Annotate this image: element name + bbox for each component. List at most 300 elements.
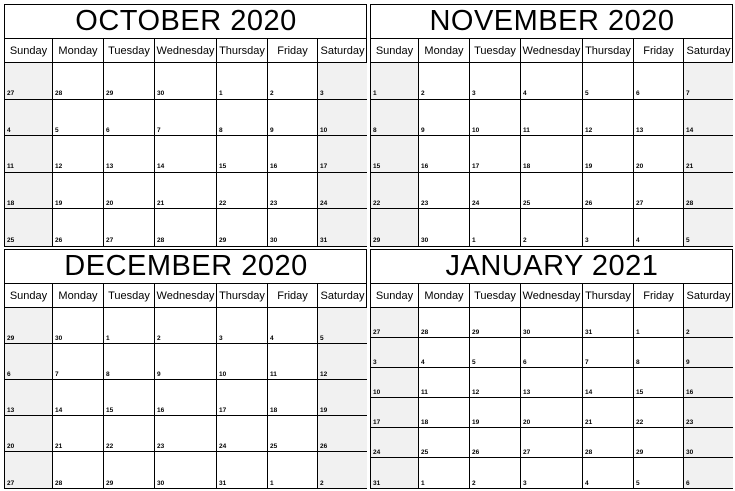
day-cell[interactable] <box>53 416 104 452</box>
day-number: 20 <box>7 442 15 450</box>
day-number: 23 <box>157 442 165 450</box>
day-number: 16 <box>686 388 694 396</box>
day-number: 1 <box>636 328 640 336</box>
day-number: 17 <box>373 418 381 426</box>
day-cell[interactable] <box>419 458 470 488</box>
day-cell[interactable] <box>155 380 217 416</box>
day-number: 19 <box>585 163 593 171</box>
day-number: 27 <box>106 237 114 245</box>
day-number: 13 <box>106 163 114 171</box>
day-cell[interactable] <box>371 338 419 368</box>
day-cell[interactable] <box>155 416 217 452</box>
weekday-header-monday: Monday <box>419 39 470 63</box>
day-cell[interactable] <box>521 63 583 100</box>
calendar-title: JANUARY 2021 <box>371 250 733 284</box>
day-number: 8 <box>373 126 377 134</box>
day-cell[interactable] <box>583 173 634 210</box>
day-cell[interactable] <box>104 308 155 344</box>
day-number: 1 <box>472 237 476 245</box>
day-number: 28 <box>686 199 694 207</box>
day-cell[interactable] <box>470 398 521 428</box>
day-cell[interactable] <box>104 452 155 488</box>
day-cell[interactable] <box>470 368 521 398</box>
day-cell[interactable] <box>684 398 733 428</box>
day-number: 15 <box>373 163 381 171</box>
day-cell[interactable] <box>684 136 733 173</box>
day-cell[interactable] <box>634 398 684 428</box>
day-cell[interactable] <box>268 308 318 344</box>
day-number: 30 <box>523 328 531 336</box>
day-number: 3 <box>373 358 377 366</box>
weekday-header-tuesday: Tuesday <box>104 284 155 308</box>
weekday-header-friday: Friday <box>268 39 318 63</box>
weekday-header-saturday: Saturday <box>684 284 733 308</box>
day-cell[interactable] <box>583 338 634 368</box>
december-2020-calendar <box>4 249 367 489</box>
january-2021-calendar <box>370 249 733 489</box>
day-number: 5 <box>686 237 690 245</box>
day-cell[interactable] <box>419 368 470 398</box>
weekday-header-wednesday: Wednesday <box>155 39 217 63</box>
day-cell[interactable] <box>634 100 684 137</box>
day-cell[interactable] <box>5 100 53 137</box>
day-cell[interactable] <box>371 63 419 100</box>
weekday-header-friday: Friday <box>268 284 318 308</box>
day-cell[interactable] <box>470 458 521 488</box>
day-cell[interactable] <box>470 209 521 246</box>
day-number: 11 <box>421 388 428 396</box>
day-cell[interactable] <box>371 398 419 428</box>
weekday-header-sunday: Sunday <box>371 39 419 63</box>
day-number: 4 <box>7 126 11 134</box>
day-cell[interactable] <box>268 63 318 100</box>
day-number: 14 <box>585 388 593 396</box>
day-number: 13 <box>523 388 531 396</box>
day-number: 6 <box>7 370 11 378</box>
weekday-header-saturday: Saturday <box>684 39 733 63</box>
day-cell[interactable] <box>53 209 104 246</box>
day-number: 16 <box>157 406 165 414</box>
day-cell[interactable] <box>521 100 583 137</box>
day-number: 29 <box>106 90 114 98</box>
day-number: 2 <box>523 237 527 245</box>
day-cell[interactable] <box>155 452 217 488</box>
day-cell[interactable] <box>318 63 367 100</box>
day-number: 1 <box>219 90 223 98</box>
day-number: 12 <box>585 126 593 134</box>
day-number: 9 <box>157 370 161 378</box>
day-cell[interactable] <box>217 63 268 100</box>
day-number: 22 <box>636 418 644 426</box>
day-cell[interactable] <box>318 452 367 488</box>
day-cell[interactable] <box>470 338 521 368</box>
day-number: 22 <box>219 199 227 207</box>
day-cell[interactable] <box>419 338 470 368</box>
day-number: 27 <box>7 479 15 487</box>
day-cell[interactable] <box>634 209 684 246</box>
day-cell[interactable] <box>318 173 367 210</box>
day-cell[interactable] <box>634 136 684 173</box>
day-cell[interactable] <box>634 368 684 398</box>
day-cell[interactable] <box>53 136 104 173</box>
day-cell[interactable] <box>371 136 419 173</box>
day-number: 1 <box>270 479 274 487</box>
day-cell[interactable] <box>155 63 217 100</box>
day-cell[interactable] <box>521 398 583 428</box>
day-number: 12 <box>472 388 480 396</box>
day-cell[interactable] <box>371 209 419 246</box>
day-cell[interactable] <box>521 136 583 173</box>
day-number: 3 <box>523 479 527 487</box>
weekday-header-sunday: Sunday <box>371 284 419 308</box>
day-number: 11 <box>523 126 530 134</box>
day-cell[interactable] <box>268 380 318 416</box>
day-cell[interactable] <box>470 63 521 100</box>
day-number: 10 <box>472 126 480 134</box>
day-cell[interactable] <box>371 100 419 137</box>
day-cell[interactable] <box>53 100 104 137</box>
day-cell[interactable] <box>5 63 53 100</box>
day-number: 29 <box>7 334 15 342</box>
day-number: 2 <box>157 334 161 342</box>
day-number: 23 <box>270 199 278 207</box>
day-cell[interactable] <box>104 209 155 246</box>
day-number: 31 <box>585 328 593 336</box>
day-cell[interactable] <box>104 100 155 137</box>
day-cell[interactable] <box>419 173 470 210</box>
day-number: 7 <box>157 126 161 134</box>
day-cell[interactable] <box>419 428 470 458</box>
day-number: 5 <box>472 358 476 366</box>
day-cell[interactable] <box>684 308 733 338</box>
day-number: 17 <box>320 163 328 171</box>
day-number: 21 <box>55 442 63 450</box>
day-number: 6 <box>686 479 690 487</box>
day-cell[interactable] <box>634 428 684 458</box>
day-number: 11 <box>270 370 277 378</box>
day-cell[interactable] <box>318 136 367 173</box>
day-cell[interactable] <box>684 338 733 368</box>
day-cell[interactable] <box>684 458 733 488</box>
day-cell[interactable] <box>104 416 155 452</box>
day-cell[interactable] <box>470 428 521 458</box>
weekday-header-thursday: Thursday <box>217 39 268 63</box>
day-cell[interactable] <box>53 344 104 380</box>
day-cell[interactable] <box>5 344 53 380</box>
day-cell[interactable] <box>419 308 470 338</box>
weekday-header-wednesday: Wednesday <box>521 39 583 63</box>
day-number: 30 <box>55 334 63 342</box>
day-cell[interactable] <box>521 209 583 246</box>
day-cell[interactable] <box>521 428 583 458</box>
day-cell[interactable] <box>217 380 268 416</box>
october-2020-calendar <box>4 4 367 247</box>
day-cell[interactable] <box>419 136 470 173</box>
day-cell[interactable] <box>470 100 521 137</box>
day-cell[interactable] <box>634 338 684 368</box>
day-cell[interactable] <box>419 63 470 100</box>
day-number: 10 <box>373 388 381 396</box>
day-number: 22 <box>106 442 114 450</box>
day-cell[interactable] <box>371 368 419 398</box>
day-cell[interactable] <box>684 368 733 398</box>
day-number: 4 <box>585 479 589 487</box>
day-number: 1 <box>373 90 377 98</box>
day-number: 27 <box>7 90 15 98</box>
day-cell[interactable] <box>155 136 217 173</box>
day-number: 17 <box>219 406 227 414</box>
day-cell[interactable] <box>217 100 268 137</box>
day-number: 25 <box>7 237 15 245</box>
day-number: 5 <box>55 126 59 134</box>
day-cell[interactable] <box>155 344 217 380</box>
day-cell[interactable] <box>5 209 53 246</box>
day-cell[interactable] <box>583 63 634 100</box>
day-cell[interactable] <box>521 308 583 338</box>
day-cell[interactable] <box>318 209 367 246</box>
day-number: 16 <box>421 163 429 171</box>
day-cell[interactable] <box>268 416 318 452</box>
weekday-header-friday: Friday <box>634 284 684 308</box>
day-number: 26 <box>472 448 480 456</box>
day-number: 31 <box>373 479 381 487</box>
day-cell[interactable] <box>5 136 53 173</box>
day-number: 15 <box>106 406 114 414</box>
day-number: 30 <box>421 237 429 245</box>
weekday-header-tuesday: Tuesday <box>104 39 155 63</box>
calendar-title: NOVEMBER 2020 <box>371 5 733 39</box>
day-number: 12 <box>55 163 63 171</box>
day-cell[interactable] <box>318 416 367 452</box>
day-number: 27 <box>523 448 531 456</box>
day-number: 26 <box>585 199 593 207</box>
day-number: 19 <box>55 199 63 207</box>
weekday-header-monday: Monday <box>53 284 104 308</box>
day-cell[interactable] <box>684 63 733 100</box>
weekday-header-tuesday: Tuesday <box>470 39 521 63</box>
day-number: 14 <box>686 126 694 134</box>
weekday-header-saturday: Saturday <box>318 284 367 308</box>
day-number: 19 <box>320 406 328 414</box>
day-cell[interactable] <box>217 452 268 488</box>
day-cell[interactable] <box>217 344 268 380</box>
day-number: 7 <box>585 358 589 366</box>
weekday-header-tuesday: Tuesday <box>470 284 521 308</box>
day-cell[interactable] <box>217 173 268 210</box>
day-cell[interactable] <box>583 136 634 173</box>
weekday-header-monday: Monday <box>53 39 104 63</box>
day-cell[interactable] <box>634 458 684 488</box>
day-number: 31 <box>320 237 328 245</box>
day-number: 21 <box>585 418 593 426</box>
day-cell[interactable] <box>419 100 470 137</box>
day-number: 23 <box>686 418 694 426</box>
day-cell[interactable] <box>155 209 217 246</box>
day-number: 17 <box>472 163 480 171</box>
day-number: 3 <box>320 90 324 98</box>
day-cell[interactable] <box>470 136 521 173</box>
day-cell[interactable] <box>53 452 104 488</box>
weekday-header-thursday: Thursday <box>217 284 268 308</box>
day-cell[interactable] <box>268 209 318 246</box>
day-cell[interactable] <box>155 173 217 210</box>
day-number: 25 <box>523 199 531 207</box>
day-number: 13 <box>7 406 15 414</box>
day-cell[interactable] <box>470 173 521 210</box>
day-cell[interactable] <box>470 308 521 338</box>
day-number: 24 <box>320 199 328 207</box>
day-cell[interactable] <box>684 100 733 137</box>
day-cell[interactable] <box>155 100 217 137</box>
day-number: 3 <box>585 237 589 245</box>
day-cell[interactable] <box>5 416 53 452</box>
day-cell[interactable] <box>583 428 634 458</box>
day-number: 25 <box>421 448 429 456</box>
day-number: 20 <box>106 199 114 207</box>
day-cell[interactable] <box>684 209 733 246</box>
day-number: 30 <box>270 237 278 245</box>
day-number: 4 <box>270 334 274 342</box>
day-cell[interactable] <box>5 173 53 210</box>
day-cell[interactable] <box>583 458 634 488</box>
day-number: 5 <box>636 479 640 487</box>
day-number: 4 <box>523 90 527 98</box>
day-cell[interactable] <box>419 209 470 246</box>
weekday-header-wednesday: Wednesday <box>521 284 583 308</box>
weekday-header-thursday: Thursday <box>583 284 634 308</box>
day-cell[interactable] <box>371 458 419 488</box>
day-number: 18 <box>421 418 429 426</box>
day-cell[interactable] <box>53 308 104 344</box>
weekday-header-thursday: Thursday <box>583 39 634 63</box>
day-cell[interactable] <box>634 308 684 338</box>
day-cell[interactable] <box>583 368 634 398</box>
weekday-header-friday: Friday <box>634 39 684 63</box>
day-number: 8 <box>219 126 223 134</box>
day-cell[interactable] <box>217 416 268 452</box>
day-cell[interactable] <box>104 344 155 380</box>
day-cell[interactable] <box>634 173 684 210</box>
day-number: 14 <box>55 406 63 414</box>
day-cell[interactable] <box>583 308 634 338</box>
calendar-title: OCTOBER 2020 <box>5 5 367 39</box>
day-number: 30 <box>686 448 694 456</box>
day-number: 16 <box>270 163 278 171</box>
day-number: 8 <box>636 358 640 366</box>
day-cell[interactable] <box>684 428 733 458</box>
day-cell[interactable] <box>583 209 634 246</box>
day-number: 13 <box>636 126 644 134</box>
day-cell[interactable] <box>104 380 155 416</box>
day-number: 10 <box>320 126 328 134</box>
day-cell[interactable] <box>53 380 104 416</box>
day-number: 29 <box>219 237 227 245</box>
day-number: 30 <box>157 90 165 98</box>
day-number: 7 <box>686 90 690 98</box>
day-number: 28 <box>55 479 63 487</box>
day-number: 26 <box>320 442 328 450</box>
weekday-header-sunday: Sunday <box>5 284 53 308</box>
day-cell[interactable] <box>5 380 53 416</box>
day-cell[interactable] <box>104 63 155 100</box>
day-number: 2 <box>320 479 324 487</box>
day-cell[interactable] <box>684 173 733 210</box>
day-number: 22 <box>373 199 381 207</box>
day-cell[interactable] <box>217 136 268 173</box>
day-cell[interactable] <box>268 136 318 173</box>
day-cell[interactable] <box>5 308 53 344</box>
day-number: 2 <box>686 328 690 336</box>
day-number: 25 <box>270 442 278 450</box>
day-cell[interactable] <box>318 100 367 137</box>
day-number: 9 <box>270 126 274 134</box>
day-cell[interactable] <box>268 344 318 380</box>
day-cell[interactable] <box>104 136 155 173</box>
day-number: 14 <box>157 163 165 171</box>
day-number: 18 <box>270 406 278 414</box>
day-cell[interactable] <box>419 398 470 428</box>
day-cell[interactable] <box>371 308 419 338</box>
day-cell[interactable] <box>318 344 367 380</box>
day-number: 21 <box>686 163 694 171</box>
day-cell[interactable] <box>53 63 104 100</box>
day-number: 9 <box>421 126 425 134</box>
day-cell[interactable] <box>371 428 419 458</box>
day-cell[interactable] <box>53 173 104 210</box>
day-cell[interactable] <box>268 173 318 210</box>
day-cell[interactable] <box>521 368 583 398</box>
day-cell[interactable] <box>583 398 634 428</box>
day-cell[interactable] <box>268 452 318 488</box>
day-cell[interactable] <box>268 100 318 137</box>
day-number: 2 <box>270 90 274 98</box>
day-cell[interactable] <box>5 452 53 488</box>
day-number: 4 <box>636 237 640 245</box>
day-cell[interactable] <box>104 173 155 210</box>
day-number: 9 <box>686 358 690 366</box>
day-number: 20 <box>636 163 644 171</box>
weekday-header-monday: Monday <box>419 284 470 308</box>
day-number: 10 <box>219 370 227 378</box>
day-number: 11 <box>7 163 14 171</box>
day-number: 29 <box>373 237 381 245</box>
day-number: 21 <box>157 199 165 207</box>
day-cell[interactable] <box>634 63 684 100</box>
day-number: 30 <box>157 479 165 487</box>
day-cell[interactable] <box>521 458 583 488</box>
day-number: 6 <box>523 358 527 366</box>
day-number: 19 <box>472 418 480 426</box>
day-number: 28 <box>421 328 429 336</box>
day-number: 2 <box>472 479 476 487</box>
day-cell[interactable] <box>155 308 217 344</box>
day-cell[interactable] <box>217 308 268 344</box>
day-cell[interactable] <box>318 380 367 416</box>
day-cell[interactable] <box>318 308 367 344</box>
day-cell[interactable] <box>217 209 268 246</box>
day-cell[interactable] <box>583 100 634 137</box>
day-cell[interactable] <box>521 338 583 368</box>
november-2020-calendar <box>370 4 733 247</box>
day-number: 23 <box>421 199 429 207</box>
day-number: 6 <box>636 90 640 98</box>
day-cell[interactable] <box>371 173 419 210</box>
day-number: 18 <box>7 199 15 207</box>
day-number: 5 <box>320 334 324 342</box>
day-number: 5 <box>585 90 589 98</box>
day-cell[interactable] <box>521 173 583 210</box>
day-number: 29 <box>106 479 114 487</box>
